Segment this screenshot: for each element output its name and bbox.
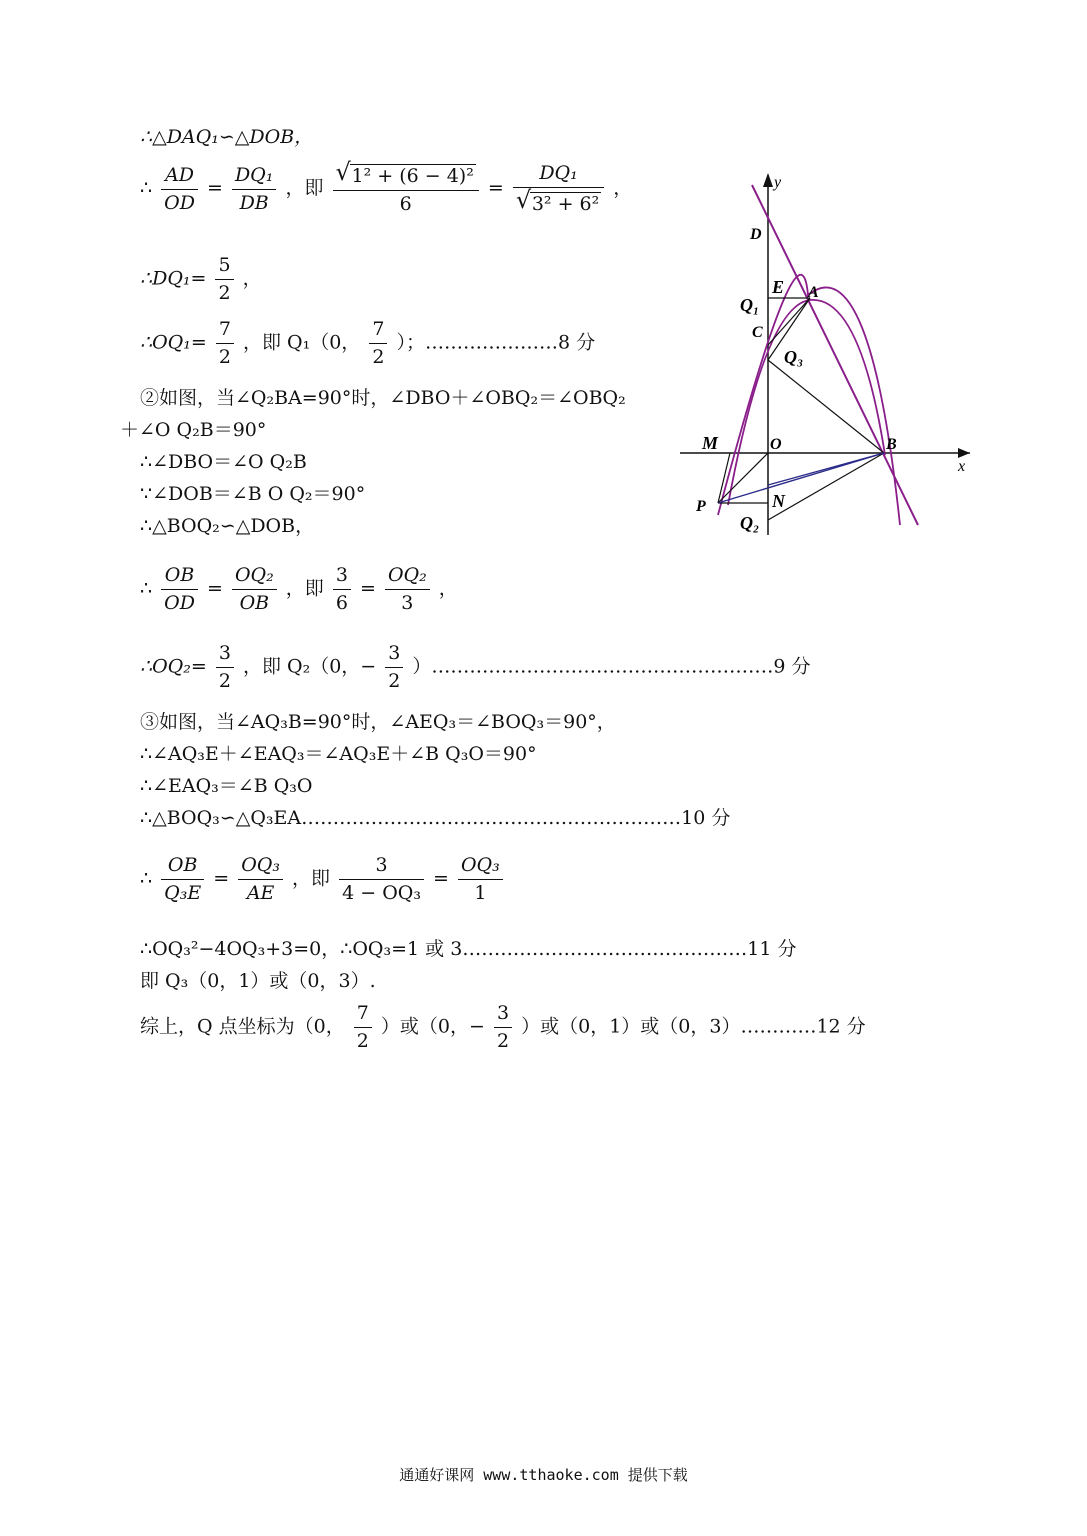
- fraction-oq3-1: $\frac{\text{OQ₃}}{1}$: [458, 856, 503, 903]
- label-o: O: [770, 436, 782, 453]
- label-n: N: [772, 491, 785, 511]
- line-similar-3: ∴△BOQ₃∽△Q₃EA……………………………………………………10 分: [140, 807, 731, 829]
- segment-q3b: [768, 360, 884, 453]
- label-p: P: [696, 498, 706, 515]
- label-c: C: [752, 324, 763, 341]
- fraction-dq1-db: $\frac{\text{DQ₁}}{DB}$: [232, 166, 276, 213]
- label-x: x: [958, 458, 966, 475]
- label-m: M: [702, 433, 719, 453]
- segment-q2b: [768, 453, 884, 520]
- line-ratio-ad: ∴ $\frac{AD}{OD}$ = $\frac{\text{DQ₁}}{DB}$ ，即 √ 1² + (6 − 4)² 6 = DQ₁ √ 3² + 6² ，: [140, 158, 633, 215]
- line-oq1-value: ∴OQ₁= $\frac{7}{2}$ ，即 Q₁（0， $\frac{7}{2}$ ）；…………………8 分: [140, 318, 596, 368]
- line-angle-eq: ∴∠DBO＝∠O Q₂B: [140, 451, 307, 473]
- y-axis-arrow: [763, 173, 773, 187]
- fraction-7-2-b: $\frac{7}{2}$: [369, 320, 387, 367]
- label-y: y: [774, 174, 782, 191]
- fraction-3-2-c: $\frac{3}{2}$: [494, 1004, 512, 1051]
- line-ratio-q3: ∴ $\frac{OB}{\text{Q₃E}}$ = $\frac{\text{OQ₃}}{AE}$ ，即 $\frac{3}{\text{4 − OQ₃}}$ = $\frac{\text{OQ₃}}{1}$: [140, 856, 506, 903]
- line-case-2: ②如图，当∠Q₂BA=90°时，∠DBO＋∠OBQ₂＝∠OBQ₂: [140, 387, 626, 409]
- fraction-ob-q3e: $\frac{OB}{\text{Q₃E}}$: [161, 856, 204, 903]
- geometry-figure: [670, 165, 990, 545]
- fraction-dq1-over-root: DQ₁ √ 3² + 6²: [513, 164, 604, 214]
- fraction-oq2-3: $\frac{\text{OQ₂}}{3}$: [385, 566, 430, 613]
- therefore-symbol: ∴: [140, 177, 153, 199]
- line-quadratic: ∴OQ₃²−4OQ₃+3=0，∴OQ₃=1 或 3………………………………………11 分: [140, 938, 797, 960]
- line-dq1-value: ∴DQ₁= $\frac{5}{2}$ ，: [140, 254, 262, 304]
- line-q3-coords: 即 Q₃（0，1）或（0，3）.: [140, 970, 376, 992]
- line-ratio-ob: ∴ $\frac{OB}{OD}$ = $\frac{\text{OQ₂}}{OB}$ ，即 $\frac{3}{6}$ = $\frac{\text{OQ₂}}{3}$ ，: [140, 564, 458, 614]
- fraction-3-over-4-oq3: $\frac{3}{\text{4 − OQ₃}}$: [339, 856, 424, 903]
- line-angle-eq-3: ∴∠EAQ₃＝∠B Q₃O: [140, 775, 313, 797]
- label-d: D: [750, 226, 762, 243]
- line-summary: 综上，Q 点坐标为（0， $\frac{7}{2}$ ）或（0，− $\frac{3}{2}$ ）或（0，1）或（0，3）…………12 分: [140, 1002, 866, 1052]
- fraction-oq2-ob: $\frac{\text{OQ₂}}{OB}$: [232, 566, 277, 613]
- label-b: B: [886, 436, 897, 453]
- fraction-ob-od: $\frac{OB}{OD}$: [161, 566, 198, 613]
- fraction-3-2-b: $\frac{3}{2}$: [385, 644, 403, 691]
- segment-nb: [768, 453, 884, 485]
- label-q3: Q₃: [784, 347, 804, 367]
- fraction-5-2: $\frac{5}{2}$: [215, 256, 233, 303]
- fraction-oq3-ae: $\frac{\text{OQ₃}}{AE}$: [238, 856, 283, 903]
- label-q1: Q₁: [740, 295, 760, 315]
- line-similar-1: ∴△DAQ₁∽△DOB，: [140, 126, 314, 148]
- line-case-2-cont: ＋∠O Q₂B＝90°: [120, 419, 267, 441]
- line-oq2-value: ∴OQ₂= $\frac{3}{2}$ ，即 Q₂（0，− $\frac{3}{2}$ ）………………………………………………9 分: [140, 642, 811, 692]
- fraction-3-2-a: $\frac{3}{2}$: [216, 644, 234, 691]
- line-right-angles: ∵∠DOB＝∠B O Q₂＝90°: [140, 483, 366, 505]
- line-case-3: ③如图，当∠AQ₃B=90°时，∠AEQ₃＝∠BOQ₃＝90°，: [140, 711, 616, 733]
- line-angle-sum: ∴∠AQ₃E＋∠EAQ₃＝∠AQ₃E＋∠B Q₃O＝90°: [140, 743, 537, 765]
- page-footer: 通通好课网 www.tthaoke.com 提供下载: [399, 1466, 688, 1484]
- fraction-7-2-a: $\frac{7}{2}$: [216, 320, 234, 367]
- label-a: A: [808, 284, 819, 301]
- fraction-ad-od: $\frac{AD}{OD}$: [161, 166, 198, 213]
- fraction-7-2-c: $\frac{7}{2}$: [354, 1004, 372, 1051]
- label-e: E: [772, 277, 785, 297]
- x-axis-arrow: [958, 448, 970, 458]
- fraction-root-over-6: √ 1² + (6 − 4)² 6: [333, 164, 479, 214]
- line-similar-2: ∴△BOQ₂∽△DOB，: [140, 515, 315, 537]
- fraction-3-6: $\frac{3}{6}$: [333, 566, 351, 613]
- label-q2: Q₂: [740, 513, 760, 533]
